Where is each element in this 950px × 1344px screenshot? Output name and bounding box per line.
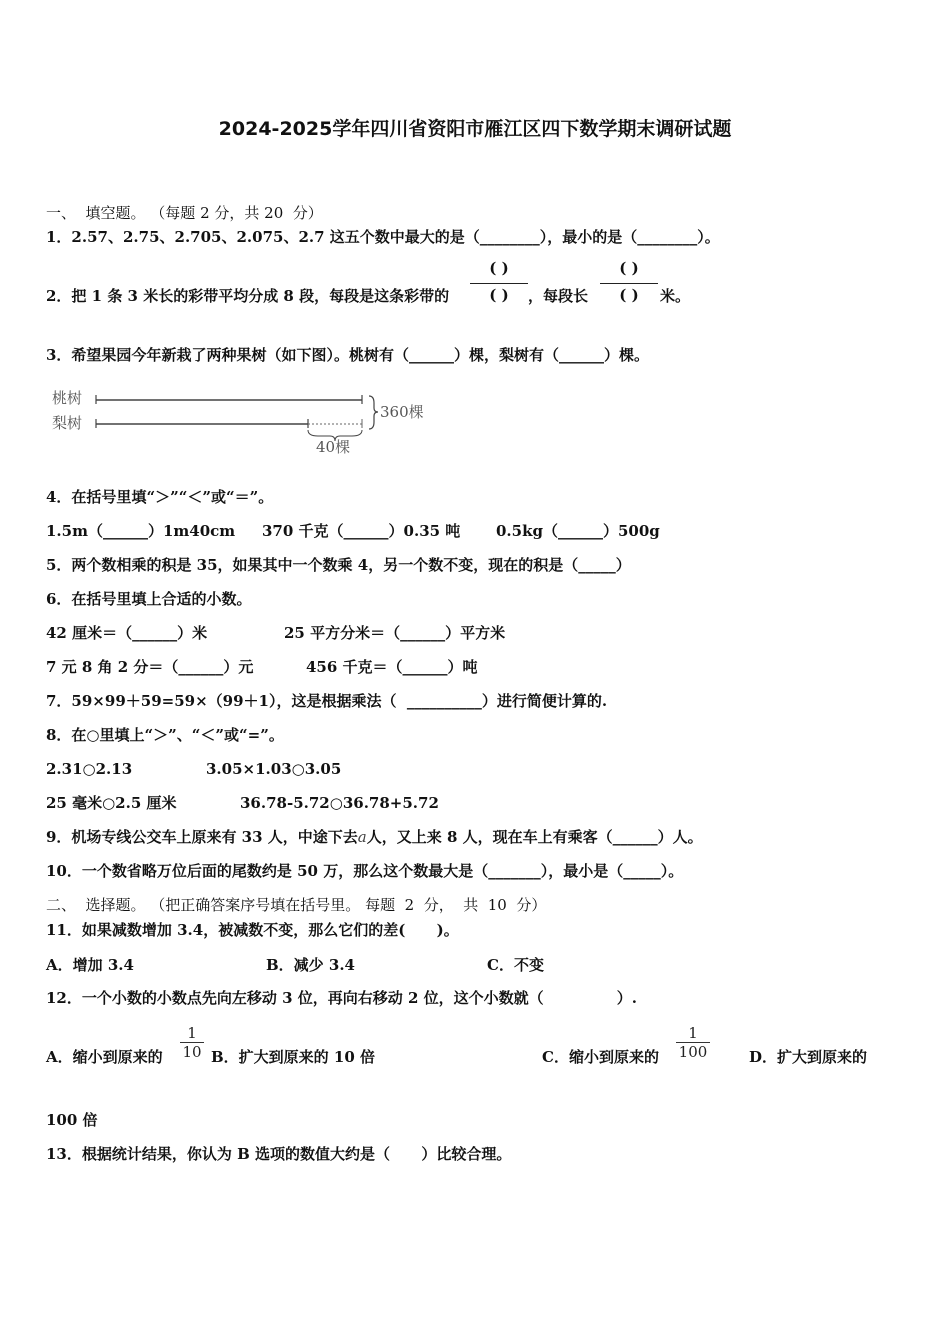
question-9-after: 人，又上来 8 人，现在车上有乘客（______）人。 xyxy=(366,828,703,846)
total-brace xyxy=(369,396,378,429)
label-peach: 桃树 xyxy=(52,389,83,407)
label-pear: 梨树 xyxy=(52,414,83,432)
question-8: 8．在○里填上“＞”、“＜”或“=”。 xyxy=(46,726,284,744)
question-5: 5．两个数相乘的积是 35，如果其中一个数乘 4，另一个数不变，现在的积是（_____） xyxy=(46,556,631,574)
question-12-option-b: B．扩大到原来的 10 倍 xyxy=(211,1048,375,1066)
page-title: 2024-2025学年四川省资阳市雁江区四下数学期末调研试题 xyxy=(218,118,732,140)
question-9 xyxy=(46,827,703,847)
question-13: 13．根据统计结果，你认为 B 选项的数值大约是（ ）比较合理。 xyxy=(46,1145,512,1163)
question-11-option-a: A．增加 3.4 xyxy=(46,956,134,974)
section-2-heading: 二、 选择题。 （把正确答案序号填在括号里。 每题 2 分， 共 10 分） xyxy=(46,896,547,914)
question-2-suffix: 米。 xyxy=(660,287,691,305)
question-4-item-2: 370 千克（______）0.35 吨 xyxy=(262,522,461,540)
question-11-option-c: C．不变 xyxy=(487,956,544,974)
question-7: 7．59×99＋59=59×（99＋1），这是根据乘法（ __________）进行简便计算的. xyxy=(46,692,608,710)
question-8-item-1: 2.31○2.13 xyxy=(46,760,133,778)
question-1: 1．2.57、2.75、2.705、2.075、2.7 这五个数中最大的是（________），最小的是（________）。 xyxy=(46,228,720,246)
question-9-before: 9．机场专线公交车上原来有 33 人，中途下去 xyxy=(46,828,358,846)
fraction-one-tenth-num: 1 xyxy=(187,1024,197,1042)
total-label: 360棵 xyxy=(380,403,424,421)
fraction-one-hundredth-num: 1 xyxy=(688,1024,698,1042)
fraction-one-hundredth xyxy=(676,1024,710,1061)
question-6-item-2: 25 平方分米＝（______）平方米 xyxy=(284,624,506,642)
variable-a: a xyxy=(357,828,367,846)
fraction-one-hundredth-den: 100 xyxy=(676,1042,710,1061)
question-10: 10．一个数省略万位后面的尾数约是 50 万，那么这个数最大是（_______），最小是（_____）。 xyxy=(46,862,684,880)
question-2-mid: ，每段长 xyxy=(528,287,589,305)
fraction-blank-1 xyxy=(470,259,528,304)
question-12-option-d-continued: 100 倍 xyxy=(46,1111,98,1129)
fraction-blank-1-num: ( ) xyxy=(489,259,509,277)
question-11: 11．如果减数增加 3.4，被减数不变，那么它们的差( )。 xyxy=(46,921,459,939)
question-6-item-1: 42 厘米＝（______）米 xyxy=(46,624,208,642)
question-2-prefix: 2．把 1 条 3 米长的彩带平均分成 8 段，每段是这条彩带的 xyxy=(46,287,450,305)
fraction-blank-2 xyxy=(600,259,658,304)
question-11-option-b: B．减少 3.4 xyxy=(266,956,355,974)
question-8-item-2: 3.05×1.03○3.05 xyxy=(206,760,342,778)
question-12-option-c: C．缩小到原来的 xyxy=(542,1048,659,1066)
difference-label: 40棵 xyxy=(316,438,351,456)
question-4-item-3: 0.5kg（______）500g xyxy=(496,522,660,540)
section-1-heading: 一、 填空题。 （每题 2 分，共 20 分） xyxy=(46,204,323,222)
fraction-one-tenth xyxy=(180,1024,204,1061)
question-3: 3．希望果园今年新栽了两种果树（如下图）。桃树有（______）棵，梨树有（______）棵。 xyxy=(46,346,649,364)
question-12: 12．一个小数的小数点先向左移动 3 位，再向右移动 2 位，这个小数就（ ）. xyxy=(46,989,637,1007)
fraction-blank-2-den: ( ) xyxy=(600,283,658,304)
fruit-tree-diagram xyxy=(46,382,446,462)
fraction-blank-2-num: ( ) xyxy=(619,259,639,277)
question-6-item-3: 7 元 8 角 2 分＝（______）元 xyxy=(46,658,254,676)
question-6: 6．在括号里填上合适的小数。 xyxy=(46,590,252,608)
question-8-item-4: 36.78-5.72○36.78+5.72 xyxy=(240,794,439,812)
question-4: 4．在括号里填“＞”“＜”或“＝”。 xyxy=(46,488,274,506)
question-4-item-1: 1.5m（______）1m40cm xyxy=(46,522,236,540)
question-12-option-d: D．扩大到原来的 xyxy=(749,1048,868,1066)
question-12-option-a: A．缩小到原来的 xyxy=(46,1048,163,1066)
question-8-item-3: 25 毫米○2.5 厘米 xyxy=(46,794,177,812)
fraction-one-tenth-den: 10 xyxy=(180,1042,204,1061)
question-6-item-4: 456 千克＝（______）吨 xyxy=(306,658,478,676)
fraction-blank-1-den: ( ) xyxy=(470,283,528,304)
